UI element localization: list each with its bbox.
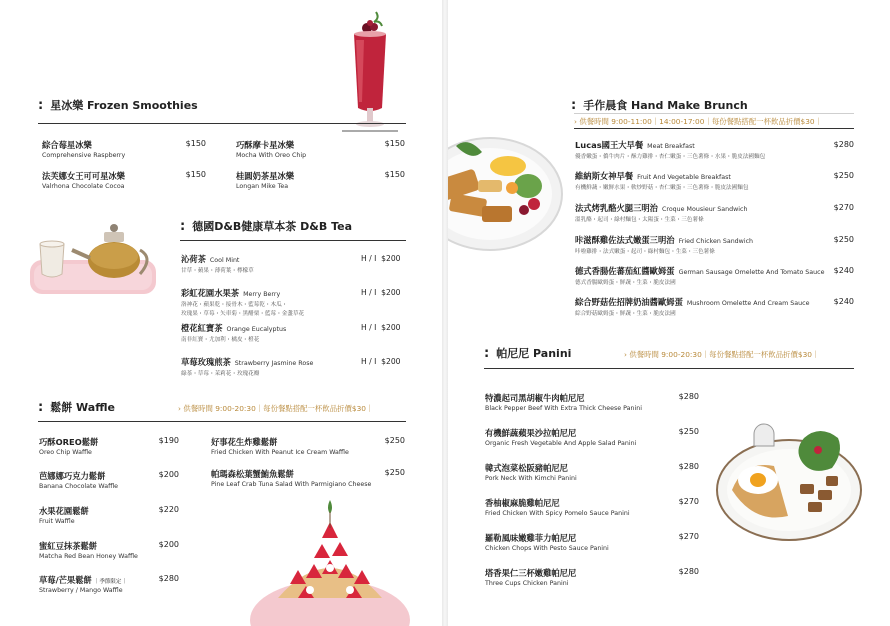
brunch-title: : 手作晨食 Hand Make Brunch (571, 98, 748, 113)
menu-item: Lucas國王大早餐 Meat Breakfast 優香嫩蛋・僑牛肉片・酥力雞排・杏仁嫩蛋・三色薯條・水果・脆皮法國麵包 (575, 140, 766, 160)
brunch-service-note: › 供餐時間 9:00-11:00｜14:00-17:00｜每份餐點搭配一杯飲品折價$30｜ (574, 117, 823, 126)
section-bullet-icon: : (38, 400, 44, 415)
tea-divider (180, 240, 406, 241)
menu-item: 巧酥摩卡星冰樂 Mocha With Oreo Chip $150 (236, 139, 405, 159)
smoothies-divider (38, 123, 406, 124)
smoothies-title: : 星冰樂 Frozen Smoothies (38, 98, 198, 113)
menu-item: 法式烤乳酪火腿三明治 Croque Mousieur Sandwich 溫乳酪・起司・綠村麵包・太陽蛋・生菜・三色薯條 (575, 203, 748, 223)
menu-item: 綜合野菇佐招牌奶油醬歐姆蛋 Mushroom Omelette And Cream Sauce 綜合野菇歐姆蛋・鮮蔬・生菜・脆皮法國 (575, 297, 810, 317)
tea-title: : 德國D&B健康草本茶 D&B Tea (180, 219, 353, 234)
menu-item: 橙花紅寶茶 Orange Eucalyptus 南非紅寶・尤加利・橘皮・橙花 (181, 323, 287, 343)
chevron-right-icon: › (624, 350, 630, 359)
menu-item: 香柚椒麻脆雞帕尼尼 Fried Chicken With Spicy Pomelo Sauce Panini $270 (485, 497, 699, 517)
tea-price: H / I $200 (361, 288, 401, 297)
tea-price: H / I $200 (361, 323, 401, 332)
menu-item: 特濃起司黑胡椒牛肉帕尼尼 Black Pepper Beef With Extra Thick Cheese Panini $280 (485, 392, 699, 412)
menu-item: 德式香腸佐蕃茄紅醬歐姆蛋 German Sausage Omelette And Tomato Sauce 德式香腸歐姆蛋・鮮蔬・生菜・脆皮法國 (575, 266, 825, 286)
brunch-plate-photo (448, 130, 564, 252)
menu-item: 巧酥OREO鬆餅 Oreo Chip Waffle $190 (39, 436, 179, 456)
panini-divider (484, 368, 854, 369)
menu-item: 綜合莓星冰樂 Comprehensive Raspberry $150 (42, 139, 206, 159)
menu-item: 芭娜娜巧克力鬆餅 Banana Chocolate Waffle $200 (39, 470, 179, 490)
waffle-service-note: › 供餐時間 9:00-20:30｜每份餐點搭配一杯飲品折價$30｜ (178, 404, 374, 413)
brunch-divider (574, 128, 854, 129)
panini-title: : 帕尼尼 Panini (484, 346, 572, 361)
menu-price: $250 (833, 171, 854, 180)
section-bullet-icon: : (38, 98, 44, 113)
menu-item: 羅勒風味嫩雞菲力帕尼尼 Chicken Chops With Pesto Sauce Panini $270 (485, 532, 699, 552)
menu-item: 維納斯女神早餐 Fruit And Vegetable Breakfast 有機鮮蔬・嫩鮮水果・軟炒野菇・杏仁嫩蛋・三色薯條・脆皮法國麵包 (575, 171, 749, 191)
tea-price: H / I $200 (361, 254, 401, 263)
menu-item: 桂圓奶茶星冰樂 Longan Mike Tea $150 (236, 170, 405, 190)
chevron-right-icon: › (178, 404, 184, 413)
menu-item: 蜜紅豆抹茶鬆餅 Matcha Red Bean Honey Waffle $200 (39, 540, 179, 560)
menu-item: 水果花園鬆餅 Fruit Waffle $220 (39, 505, 179, 525)
smoothie-glass-photo (340, 10, 400, 135)
section-bullet-icon: : (484, 346, 490, 361)
menu-item: 沁荷茶 Cool Mint 甘草・蘋果・薄荷葉・檸檬草 (181, 254, 254, 274)
menu-item: 韓式泡菜松阪豬帕尼尼 Pork Neck With Kimchi Panini $280 (485, 462, 699, 482)
strawberry-waffle-photo (246, 498, 414, 626)
menu-item: 法芙娜女王可可星冰樂 Valrhona Chocolate Cocoa $150 (42, 170, 206, 190)
menu-left-page (0, 0, 442, 626)
waffle-title: : 鬆餅 Waffle (38, 400, 115, 415)
waffle-divider (38, 421, 406, 422)
panini-service-note: › 供餐時間 9:00-20:30｜每份餐點搭配一杯飲品折價$30｜ (624, 350, 820, 359)
menu-price: $250 (833, 235, 854, 244)
menu-item: 帕瑪森松葉蟹鮪魚鬆餅 Pine Leaf Crab Tuna Salad With Parmigiano Cheese $250 (211, 468, 405, 488)
menu-item: 草莓/芒果鬆餅 ｜季節限定｜ Strawberry / Mango Waffle $280 (39, 574, 179, 594)
menu-price: $240 (833, 297, 854, 306)
section-bullet-icon: : (571, 98, 577, 113)
menu-item: 彩虹花園水果茶 Merry Berry 洛神花・蘋果乾・接骨木・藍莓乾・木瓜・ 玫瑰果・草莓・矢車菊・黑醋栗・藍莓・金盞草花 (181, 288, 305, 317)
menu-price: $270 (833, 203, 854, 212)
panini-plate-photo (714, 420, 864, 544)
menu-item: 有機鮮蔬蘋果沙拉帕尼尼 Organic Fresh Vegetable And Apple Salad Panini $250 (485, 427, 699, 447)
menu-item: 好事花生炸雞鬆餅 Fried Chicken With Peanut Ice Cream Waffle $250 (211, 436, 405, 456)
menu-price: $280 (833, 140, 854, 149)
teapot-photo (28, 214, 160, 302)
menu-right-page (448, 0, 890, 626)
brunch-rule (574, 113, 854, 114)
menu-item: 塔香果仁三杯嫩雞帕尼尼 Three Cups Chicken Panini $280 (485, 567, 699, 587)
menu-item: 草莓玫瑰煎茶 Strawberry Jasmine Rose 綠茶・草莓・茉莉花・玫瑰花瓣 (181, 357, 314, 377)
chevron-right-icon: › (574, 117, 580, 126)
menu-item: 咔滋酥雞佐法式嫩蛋三明治 Fried Chicken Sandwich 咔啦雞排・法式嫩蛋・起司・綠村麵包・生菜・三色薯條 (575, 235, 754, 255)
section-bullet-icon: : (180, 219, 186, 234)
menu-price: $240 (833, 266, 854, 275)
tea-price: H / I $200 (361, 357, 401, 366)
